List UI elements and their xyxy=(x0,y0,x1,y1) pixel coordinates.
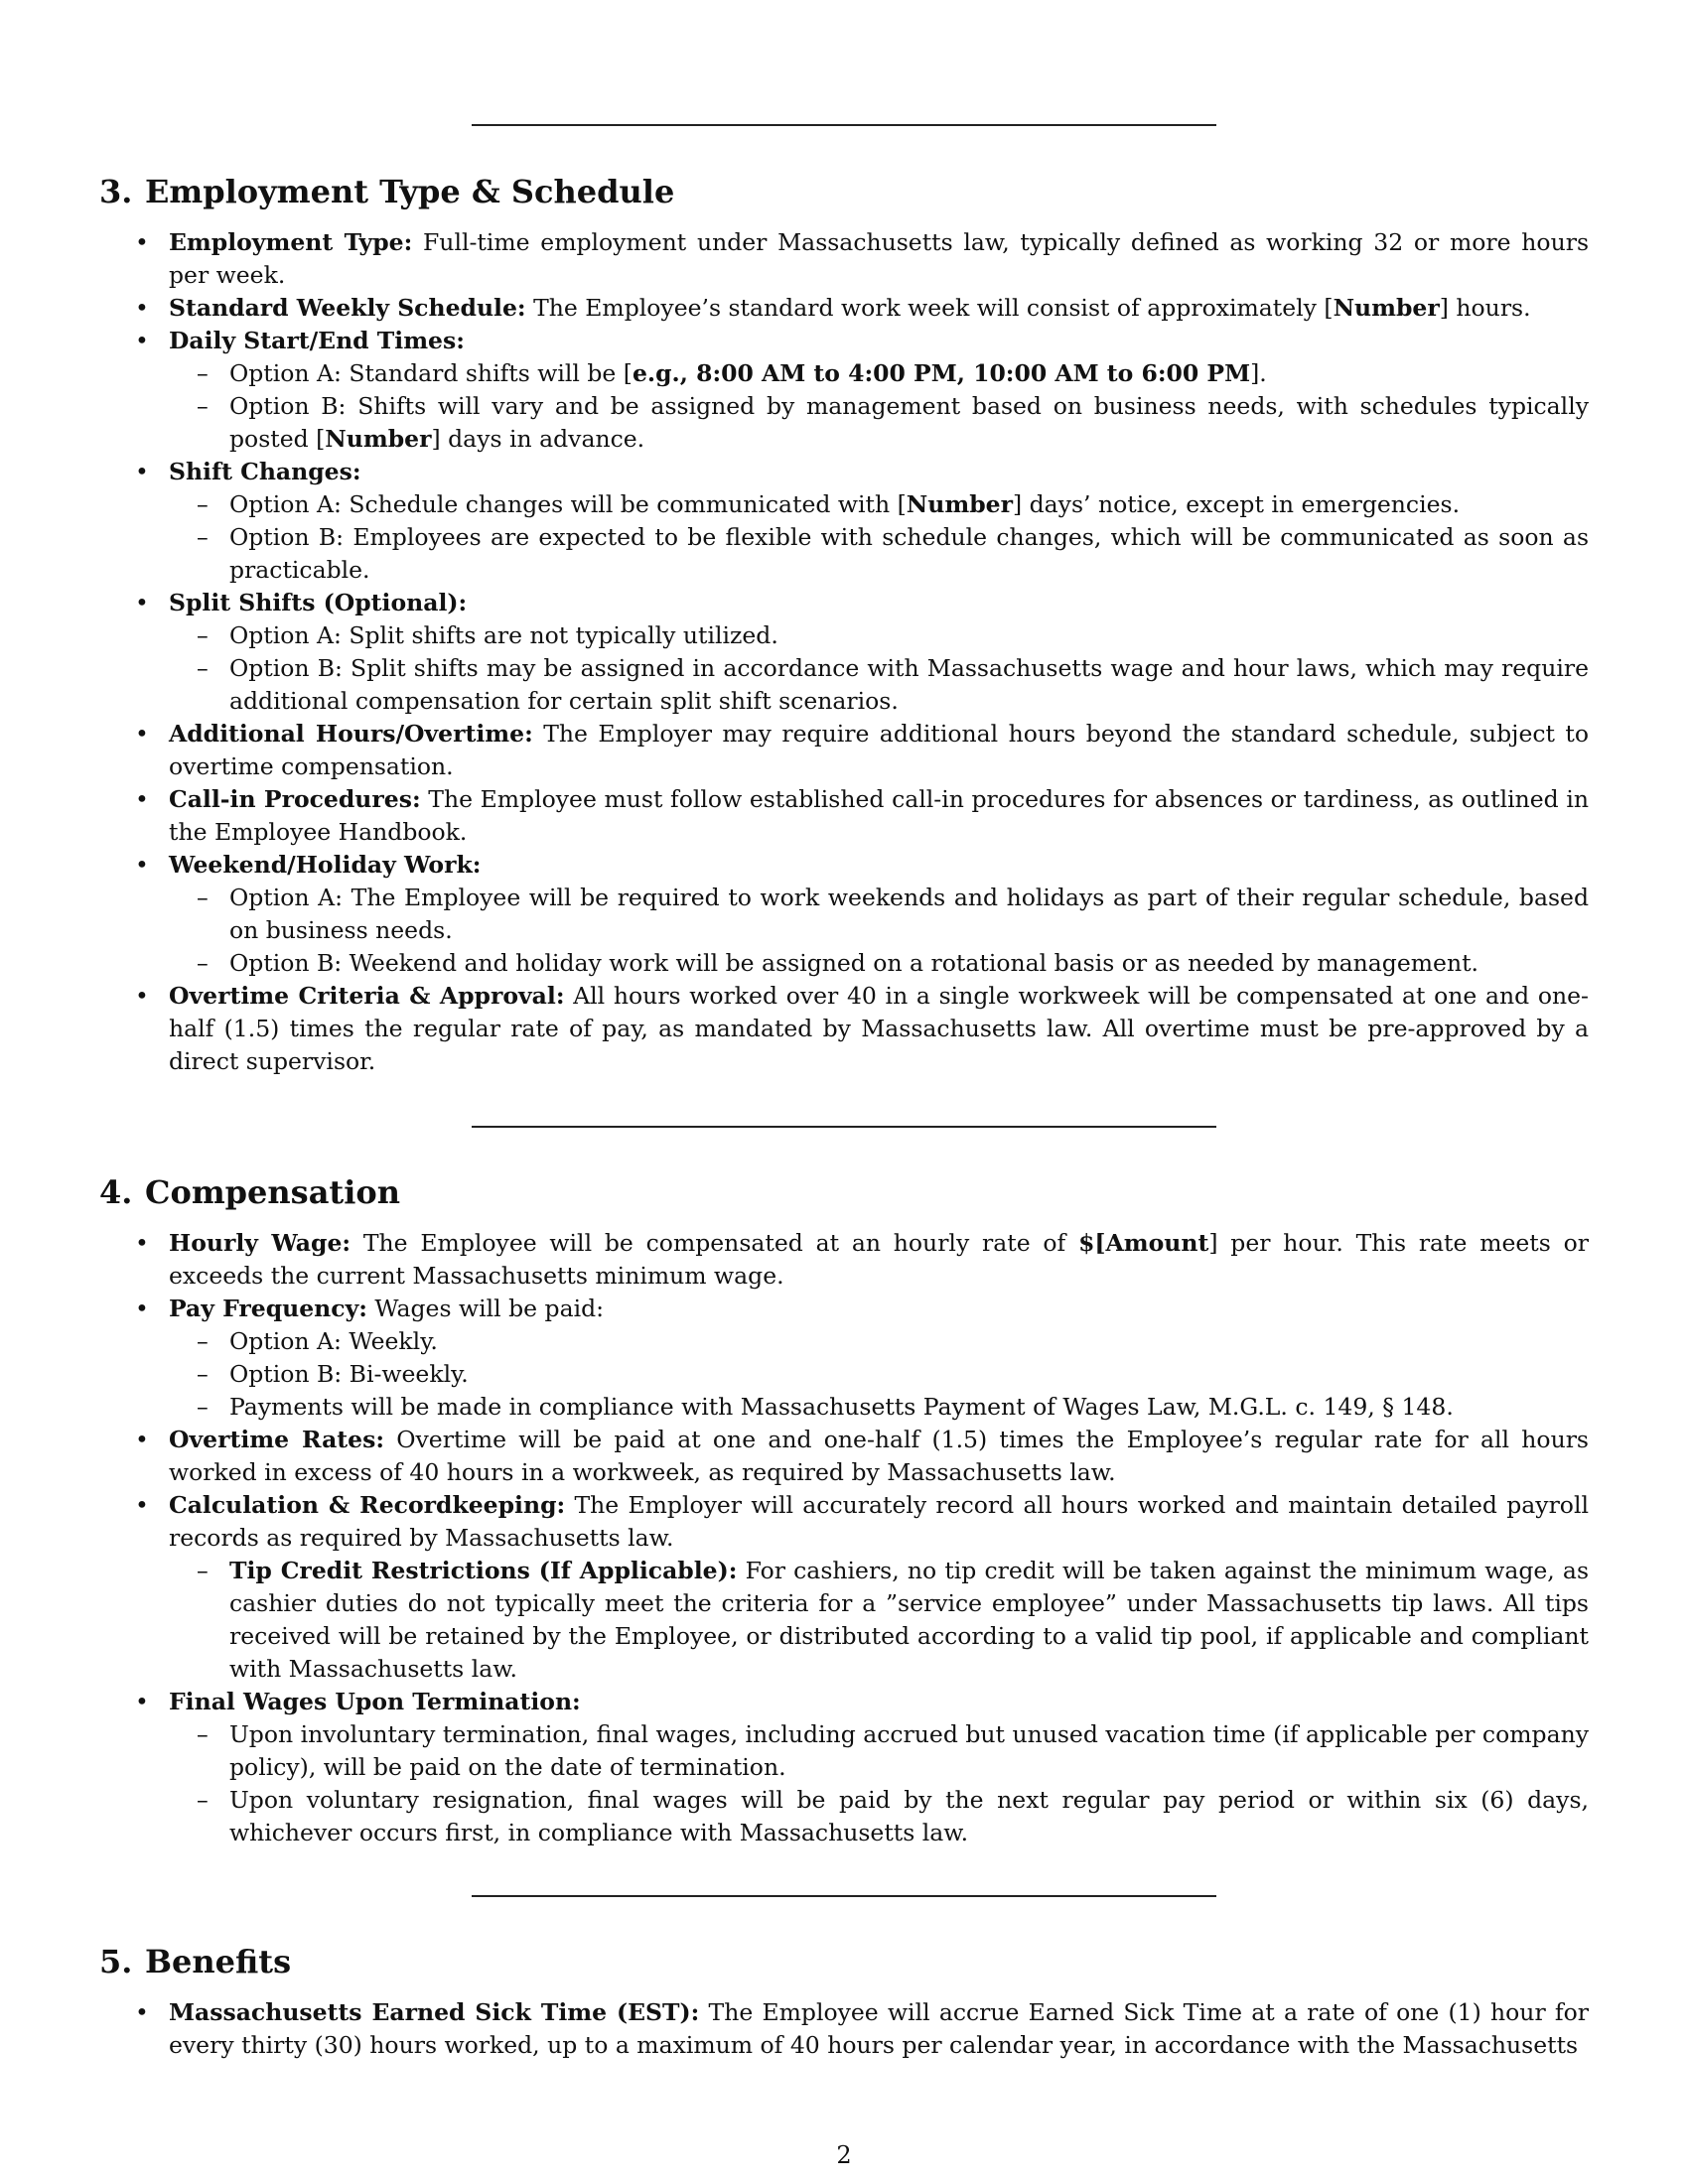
daily-times-options xyxy=(169,357,1589,456)
option-text: ] days’ notice, except in emergencies. xyxy=(1012,490,1461,518)
option-text: Option B: Shifts will vary and be assigned by management based on business needs, with schedules typically posted [ xyxy=(229,392,1589,453)
section-heading-employment-type xyxy=(99,172,674,211)
item-label: Employment Type: xyxy=(169,228,413,256)
option-b: – Option B: Weekend and holiday work will be assigned on a rotational basis or as needed by management. xyxy=(169,947,1589,980)
section-divider xyxy=(472,124,1216,126)
item-text: The Employee must follow established call-in procedures for absences or tardiness, as outlined in the Employee Handbook. xyxy=(169,785,1589,846)
item-label: Massachusetts Earned Sick Time (EST): xyxy=(169,1998,700,2026)
list-item-overtime-criteria xyxy=(99,980,1589,1078)
section-title: Compensation xyxy=(145,1173,400,1211)
item-text: Full-time employment under Massachusetts law, typically defined as working 32 or more hours per week. xyxy=(169,228,1589,289)
list-item-final-wages xyxy=(99,1686,1589,1849)
page-number: 2 xyxy=(836,2141,852,2169)
item-text: For cashiers, no tip credit will be taken against the minimum wage, as cashier duties do not typically meet the criteria for a ”service employee” under Massachusetts tip laws. All tips received will be retained by the Employee, or distributed according to a valid tip pool, if applicable and compliant with Massachusetts law. xyxy=(229,1557,1590,1683)
list-item-weekly-schedule xyxy=(99,292,1589,325)
option-a: – Option A: The Employee will be required to work weekends and holidays as part of their regular schedule, based on business needs. xyxy=(169,882,1589,947)
list-item-daily-times xyxy=(99,325,1589,456)
shift-changes-options xyxy=(169,488,1589,587)
split-shifts-options xyxy=(169,619,1589,718)
list-item-hourly-wage xyxy=(99,1227,1589,1293)
list-item-sick-time xyxy=(99,1996,1589,2062)
option-a xyxy=(169,488,1589,521)
section-number: 5. xyxy=(99,1943,133,1980)
option-b: – Option B: Bi-weekly. xyxy=(169,1358,1589,1391)
option-text: Option A: Standard shifts will be [ xyxy=(229,359,633,387)
item-label: Overtime Criteria & Approval: xyxy=(169,982,565,1010)
compensation-list xyxy=(99,1227,1589,1849)
option-b: – Option B: Employees are expected to be flexible with schedule changes, which will be communicated as soon as practicable. xyxy=(169,521,1589,587)
final-wages-options xyxy=(169,1718,1589,1849)
item-label: Split Shifts (Optional): xyxy=(169,589,468,616)
list-item-call-in xyxy=(99,783,1589,849)
item-label: Pay Frequency: xyxy=(169,1295,367,1322)
item-text: ] per hour. This rate meets or exceeds the current Massachusetts minimum wage. xyxy=(169,1229,1589,1290)
list-item-weekend-holiday xyxy=(99,849,1589,980)
compliance-note: – Payments will be made in compliance with Massachusetts Payment of Wages Law, M.G.L. c. 149, § 148. xyxy=(169,1391,1589,1424)
list-item-employment-type xyxy=(99,226,1589,292)
section-divider xyxy=(472,1126,1216,1128)
item-label: Call-in Procedures: xyxy=(169,785,421,813)
section-title: Benefits xyxy=(145,1943,292,1980)
list-item-recordkeeping xyxy=(99,1489,1589,1686)
item-label: Standard Weekly Schedule: xyxy=(169,294,526,322)
item-text: The Employer will accurately record all hours worked and maintain detailed payroll records as required by Massachusetts law. xyxy=(169,1491,1589,1552)
placeholder-number: Number xyxy=(1333,294,1440,322)
section-number: 3. xyxy=(99,173,133,210)
option-a: – Option A: Split shifts are not typically utilized. xyxy=(169,619,1589,652)
item-text: The Employee’s standard work week will consist of approximately [ xyxy=(525,294,1334,322)
option-a xyxy=(169,357,1589,390)
option-b xyxy=(169,390,1589,456)
item-label: Additional Hours/Overtime: xyxy=(169,720,533,748)
item-text: Wages will be paid: xyxy=(366,1295,605,1322)
placeholder-amount: $[Amount xyxy=(1078,1229,1209,1257)
item-label: Calculation & Recordkeeping: xyxy=(169,1491,566,1519)
item-text: The Employee will be compensated at an hourly rate of xyxy=(351,1229,1079,1257)
section-divider xyxy=(472,1895,1216,1897)
item-text: The Employee will accrue Earned Sick Time at a rate of one (1) hour for every thirty (30) hours worked, up to a maximum of 40 hours per calendar year, in accordance with the Massachusetts xyxy=(169,1998,1589,2059)
list-item-additional-hours xyxy=(99,718,1589,783)
item-label: Tip Credit Restrictions (If Applicable): xyxy=(229,1557,738,1584)
option-b: – Option B: Split shifts may be assigned in accordance with Massachusetts wage and hour laws, which may require additional compensation for certain split shift scenarios. xyxy=(169,652,1589,718)
list-item-shift-changes xyxy=(99,456,1589,587)
item-label: Overtime Rates: xyxy=(169,1426,385,1453)
employment-schedule-list xyxy=(99,226,1589,1078)
benefits-list xyxy=(99,1996,1589,2062)
placeholder-number: Number xyxy=(325,425,432,453)
item-label: Shift Changes: xyxy=(169,458,361,485)
section-heading-benefits xyxy=(99,1942,291,1981)
recordkeeping-subitems xyxy=(169,1555,1589,1686)
list-item-split-shifts xyxy=(99,587,1589,718)
section-heading-compensation xyxy=(99,1172,400,1212)
pay-frequency-options xyxy=(169,1325,1589,1424)
involuntary-termination: – Upon involuntary termination, final wages, including accrued but unused vacation time (if applicable per company policy), will be paid on the date of termination. xyxy=(169,1718,1589,1784)
list-item-overtime-rates xyxy=(99,1424,1589,1489)
list-item-pay-frequency xyxy=(99,1293,1589,1424)
option-a: – Option A: Weekly. xyxy=(169,1325,1589,1358)
item-label: Hourly Wage: xyxy=(169,1229,352,1257)
item-text: All hours worked over 40 in a single workweek will be compensated at one and one-half (1.5) times the regular rate of pay, as mandated by Massachusetts law. All overtime must be pre-approved by a direct supervisor. xyxy=(169,982,1589,1075)
item-label: Daily Start/End Times: xyxy=(169,327,465,354)
option-text: Option A: Schedule changes will be communicated with [ xyxy=(229,490,907,518)
option-text: ]. xyxy=(1250,359,1267,387)
item-label: Final Wages Upon Termination: xyxy=(169,1688,581,1715)
tip-credit-restrictions xyxy=(169,1555,1589,1686)
placeholder-number: Number xyxy=(906,490,1013,518)
item-label: Weekend/Holiday Work: xyxy=(169,851,482,879)
voluntary-resignation: – Upon voluntary resignation, final wages will be paid by the next regular pay period or within six (6) days, whichever occurs first, in compliance with Massachusetts law. xyxy=(169,1784,1589,1849)
section-title: Employment Type & Schedule xyxy=(145,173,675,210)
item-text: The Employer may require additional hours beyond the standard schedule, subject to overtime compensation. xyxy=(169,720,1589,780)
option-text: ] days in advance. xyxy=(431,425,645,453)
item-text: ] hours. xyxy=(1439,294,1531,322)
section-number: 4. xyxy=(99,1173,133,1211)
weekend-holiday-options xyxy=(169,882,1589,980)
placeholder-times: e.g., 8:00 AM to 4:00 PM, 10:00 AM to 6:00 PM xyxy=(632,359,1251,387)
item-text: Overtime will be paid at one and one-half (1.5) times the Employee’s regular rate for all hours worked in excess of 40 hours in a workweek, as required by Massachusetts law. xyxy=(169,1426,1589,1486)
